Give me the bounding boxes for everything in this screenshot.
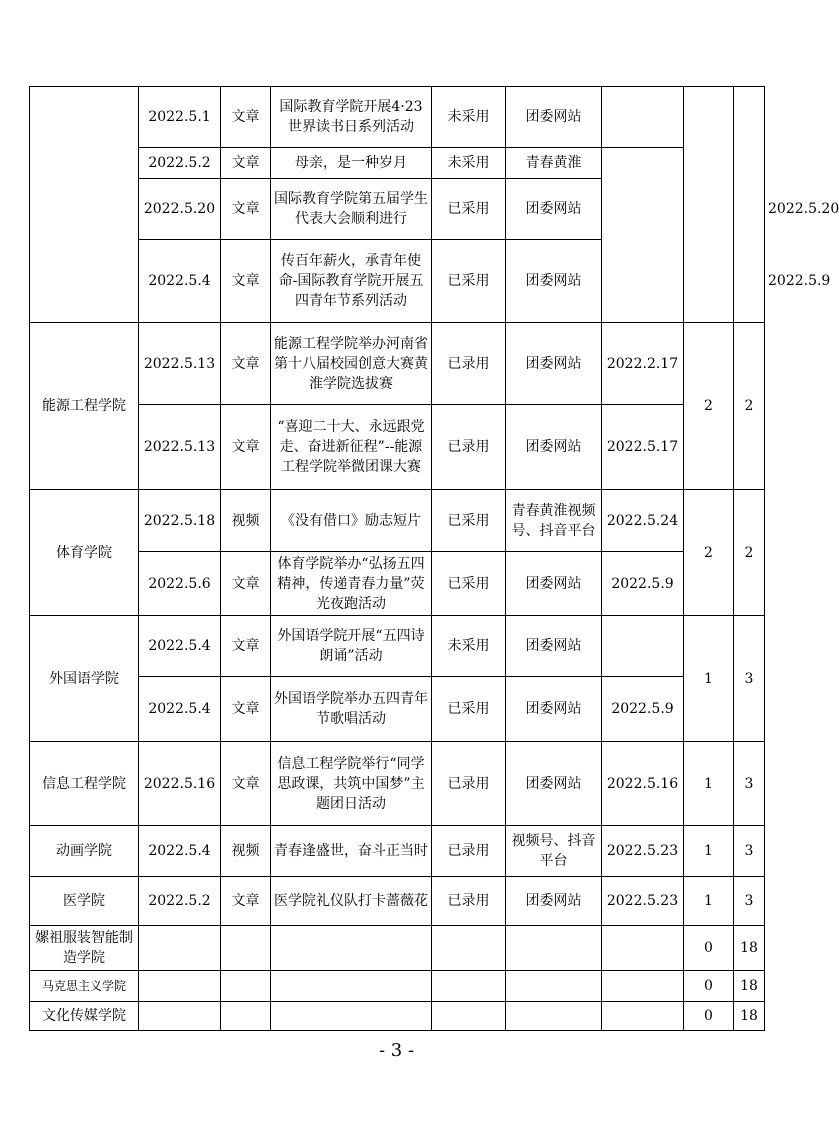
page-number: - 3 -	[378, 1040, 415, 1061]
submit-date-cell	[139, 1002, 221, 1031]
rank-cell: 18	[734, 1002, 765, 1031]
count-cell: 0	[684, 926, 734, 971]
title-cell: “喜迎二十大、永远跟党走、奋进新征程”--能源工程学院举微团课大赛	[271, 405, 432, 490]
submit-date-cell	[139, 926, 221, 971]
college-cell: 体育学院	[30, 490, 139, 616]
publish-date-cell: 2022.2.17	[602, 323, 684, 405]
status-cell: 未采用	[432, 148, 506, 179]
college-cell: 嫘祖服装智能制造学院	[30, 926, 139, 971]
title-cell	[271, 1002, 432, 1031]
table-row	[30, 742, 765, 826]
submit-date-cell: 2022.5.4	[139, 677, 221, 742]
title-cell: 国际教育学院开展4·23世界读书日系列活动	[271, 87, 432, 148]
college-cell: 信息工程学院	[30, 742, 139, 826]
count-cell: 0	[684, 1002, 734, 1031]
type-cell: 视频	[221, 490, 271, 552]
publish-date-cell	[602, 148, 684, 323]
type-cell	[221, 1002, 271, 1031]
title-cell: 信息工程学院举行“同学思政课，共筑中国梦”主题团日活动	[271, 742, 432, 826]
platform-cell: 团委网站	[506, 552, 602, 616]
rank-cell: 3	[734, 877, 765, 926]
table-row	[30, 826, 765, 877]
submit-date-cell: 2022.5.18	[139, 490, 221, 552]
rank-cell: 18	[734, 926, 765, 971]
table-row	[30, 148, 765, 179]
type-cell: 文章	[221, 179, 271, 240]
type-cell: 文章	[221, 742, 271, 826]
status-cell: 已录用	[432, 405, 506, 490]
platform-cell: 团委网站	[506, 405, 602, 490]
title-cell: 青春逢盛世，奋斗正当时	[271, 826, 432, 877]
rank-cell: 2	[734, 490, 765, 616]
platform-cell: 团委网站	[506, 87, 602, 148]
table-row	[30, 1002, 765, 1031]
table-row	[30, 616, 765, 677]
table-row: 2022.5.4 文章 传百年薪火，承青年使命-国际教育学院开展五四青年节系列活动 已采用 团委网站 2022.5.9	[30, 240, 765, 323]
submit-date-cell: 2022.5.6	[139, 552, 221, 616]
status-cell: 已采用	[432, 490, 506, 552]
platform-cell: 青春黄淮	[506, 148, 602, 179]
publish-date-cell: 2022.5.16	[602, 742, 684, 826]
table-row	[30, 490, 765, 552]
platform-cell: 团委网站	[506, 179, 602, 240]
type-cell: 文章	[221, 616, 271, 677]
type-cell: 文章	[221, 552, 271, 616]
table-row	[30, 677, 765, 742]
status-cell: 已采用	[432, 179, 506, 240]
platform-cell: 团委网站	[506, 240, 602, 323]
submission-table	[29, 86, 839, 1031]
platform-cell: 团委网站	[506, 323, 602, 405]
rank-cell: 3	[734, 826, 765, 877]
status-cell: 已录用	[432, 323, 506, 405]
table-row	[30, 87, 765, 148]
type-cell: 文章	[221, 240, 271, 323]
title-cell: 外国语学院开展“五四诗朗诵”活动	[271, 616, 432, 677]
publish-date-cell: 2022.5.9	[602, 552, 684, 616]
publish-date-cell	[602, 1002, 684, 1031]
title-cell	[271, 971, 432, 1002]
table-row	[30, 323, 765, 405]
rank-cell: 3	[734, 616, 765, 742]
table-row	[30, 877, 765, 926]
type-cell: 文章	[221, 87, 271, 148]
count-cell: 1	[684, 616, 734, 742]
type-cell: 文章	[221, 877, 271, 926]
type-cell	[221, 971, 271, 1002]
table-row	[30, 926, 765, 971]
platform-cell: 视频号、抖音平台	[506, 826, 602, 877]
title-cell	[271, 926, 432, 971]
type-cell: 文章	[221, 323, 271, 405]
college-cell: 文化传媒学院	[30, 1002, 139, 1031]
status-cell: 已采用	[432, 677, 506, 742]
count-cell: 0	[684, 971, 734, 1002]
publish-date-cell	[602, 926, 684, 971]
status-cell: 已录用	[432, 742, 506, 826]
count-cell: 2	[684, 323, 734, 490]
status-cell: 已采用	[432, 552, 506, 616]
rank-cell	[734, 87, 765, 323]
submit-date-cell: 2022.5.2	[139, 877, 221, 926]
platform-cell: 团委网站	[506, 742, 602, 826]
submit-date-cell: 2022.5.4	[139, 616, 221, 677]
status-cell: 已录用	[432, 877, 506, 926]
rank-cell: 3	[734, 742, 765, 826]
rank-cell: 18	[734, 971, 765, 1002]
title-cell: 母亲，是一种岁月	[271, 148, 432, 179]
title-cell: 《没有借口》励志短片	[271, 490, 432, 552]
type-cell: 视频	[221, 826, 271, 877]
title-cell: 外国语学院举办五四青年节歌唱活动	[271, 677, 432, 742]
publish-date-cell	[602, 971, 684, 1002]
college-cell: 外国语学院	[30, 616, 139, 742]
table-row: 2022.5.20 文章 国际教育学院第五届学生代表大会顺利进行 已采用 团委网站 2022.5.20	[30, 179, 765, 240]
type-cell: 文章	[221, 405, 271, 490]
type-cell	[221, 926, 271, 971]
status-cell	[432, 926, 506, 971]
publish-date-cell: 2022.5.9	[602, 677, 684, 742]
publish-date-cell: 2022.5.17	[602, 405, 684, 490]
publish-date-cell	[602, 87, 684, 148]
status-cell: 未采用	[432, 87, 506, 148]
platform-cell: 团委网站	[506, 877, 602, 926]
status-cell	[432, 1002, 506, 1031]
submit-date-cell: 2022.5.20	[139, 179, 221, 240]
submit-date-cell: 2022.5.2	[139, 148, 221, 179]
platform-cell	[506, 926, 602, 971]
platform-cell: 团委网站	[506, 677, 602, 742]
count-cell: 1	[684, 826, 734, 877]
college-cell: 动画学院	[30, 826, 139, 877]
submit-date-cell: 2022.5.13	[139, 405, 221, 490]
title-cell: 体育学院举办“弘扬五四精神，传递青春力量”荧光夜跑活动	[271, 552, 432, 616]
submit-date-cell: 2022.5.13	[139, 323, 221, 405]
status-cell	[432, 971, 506, 1002]
publish-date-cell: 2022.5.23	[602, 877, 684, 926]
college-cell	[30, 87, 139, 323]
title-cell: 医学院礼仪队打卡蔷薇花	[271, 877, 432, 926]
submit-date-cell: 2022.5.16	[139, 742, 221, 826]
title-cell: 传百年薪火，承青年使命-国际教育学院开展五四青年节系列活动	[271, 240, 432, 323]
type-cell: 文章	[221, 148, 271, 179]
type-cell: 文章	[221, 677, 271, 742]
platform-cell: 团委网站	[506, 616, 602, 677]
title-cell: 能源工程学院举办河南省第十八届校园创意大赛黄淮学院选拔赛	[271, 323, 432, 405]
count-cell	[684, 87, 734, 323]
platform-cell	[506, 1002, 602, 1031]
publish-date-cell: 2022.5.23	[602, 826, 684, 877]
submit-date-cell: 2022.5.4	[139, 826, 221, 877]
rank-cell: 2	[734, 323, 765, 490]
publish-date-cell: 2022.5.24	[602, 490, 684, 552]
count-cell: 1	[684, 877, 734, 926]
status-cell: 已录用	[432, 826, 506, 877]
status-cell: 已采用	[432, 240, 506, 323]
table-row	[30, 552, 765, 616]
count-cell: 2	[684, 490, 734, 616]
submit-date-cell: 2022.5.1	[139, 87, 221, 148]
college-cell: 医学院	[30, 877, 139, 926]
college-cell: 马克思主义学院	[30, 971, 139, 1002]
count-cell: 1	[684, 742, 734, 826]
submit-date-cell: 2022.5.4	[139, 240, 221, 323]
status-cell: 未采用	[432, 616, 506, 677]
publish-date-cell	[602, 616, 684, 677]
submit-date-cell	[139, 971, 221, 1002]
platform-cell	[506, 971, 602, 1002]
table-row	[30, 971, 765, 1002]
title-cell: 国际教育学院第五届学生代表大会顺利进行	[271, 179, 432, 240]
table-row	[30, 405, 765, 490]
college-cell: 能源工程学院	[30, 323, 139, 490]
platform-cell: 青春黄淮视频号、抖音平台	[506, 490, 602, 552]
